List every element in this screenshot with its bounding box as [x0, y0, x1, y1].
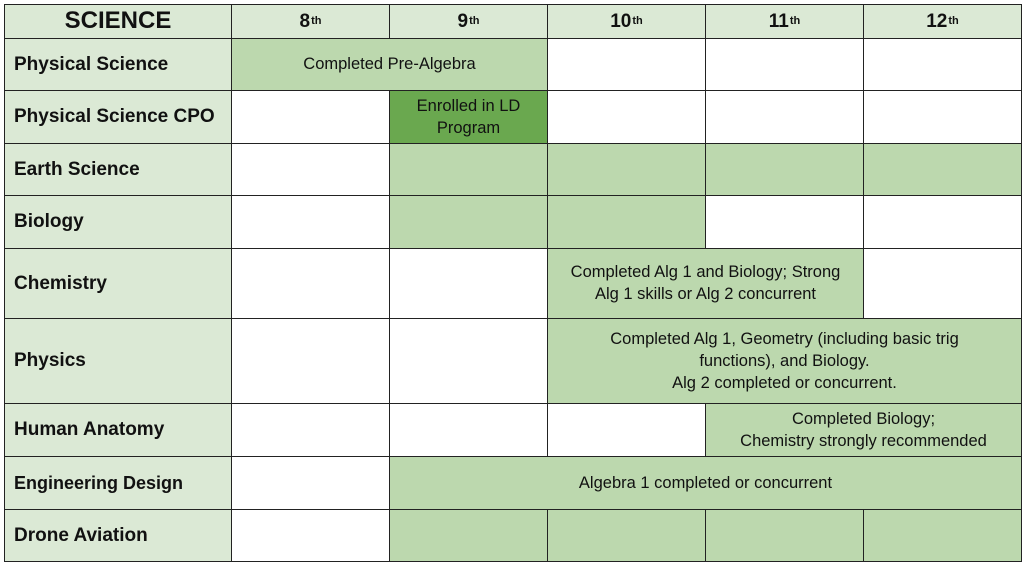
- course-biology: Biology: [5, 196, 232, 249]
- empty-cell: [706, 196, 864, 249]
- empty-cell: [864, 39, 1022, 91]
- empty-cell: [232, 249, 390, 319]
- empty-cell: [548, 39, 706, 91]
- empty-cell: [390, 249, 548, 319]
- grade-9-suffix: th: [469, 15, 480, 28]
- human-anatomy-prereq-line1: Completed Biology;: [791, 409, 936, 428]
- course-physical-science: Physical Science: [5, 39, 232, 91]
- grade-11-header: [706, 5, 864, 39]
- empty-cell: [232, 144, 390, 196]
- empty-cell: [232, 196, 390, 249]
- grade-12-number: 12: [926, 10, 948, 32]
- grade-11-number: 11: [768, 10, 789, 32]
- empty-cell: [706, 39, 864, 91]
- empty-cell: [232, 404, 390, 457]
- course-physics: Physics: [5, 319, 232, 404]
- course-earth-science: Earth Science: [5, 144, 232, 196]
- course-physical-science-cpo: Physical Science CPO: [5, 91, 232, 144]
- physical-science-cpo-prereq: Enrolled in LD Program: [390, 91, 548, 144]
- empty-cell: [548, 404, 706, 457]
- available-cell: [390, 144, 548, 196]
- available-cell: [706, 144, 864, 196]
- human-anatomy-prereq-line2: Chemistry strongly recommended: [740, 432, 987, 450]
- empty-cell: [864, 91, 1022, 144]
- empty-cell: [864, 249, 1022, 319]
- empty-cell: [232, 91, 390, 144]
- empty-cell: [232, 510, 390, 562]
- grade-8-number: 8: [299, 10, 311, 32]
- empty-cell: [390, 319, 548, 404]
- course-chemistry: Chemistry: [5, 249, 232, 319]
- course-engineering-design: Engineering Design: [5, 457, 232, 510]
- grade-11-suffix: th: [789, 15, 801, 28]
- empty-cell: [706, 91, 864, 144]
- grade-9-header: [390, 5, 548, 39]
- grade-12-header: [864, 5, 1022, 39]
- table-title: SCIENCE: [5, 5, 232, 39]
- empty-cell: [548, 91, 706, 144]
- available-cell: [864, 144, 1022, 196]
- empty-cell: [232, 457, 390, 510]
- grade-10-header: [548, 5, 706, 39]
- course-human-anatomy: Human Anatomy: [5, 404, 232, 457]
- empty-cell: [864, 196, 1022, 249]
- science-course-table: [4, 4, 1022, 562]
- available-cell: [548, 144, 706, 196]
- available-cell: [706, 510, 864, 562]
- physical-science-prereq: Completed Pre-Algebra: [232, 39, 548, 91]
- empty-cell: [390, 404, 548, 457]
- available-cell: [548, 196, 706, 249]
- course-drone-aviation: Drone Aviation: [5, 510, 232, 562]
- grade-10-suffix: th: [632, 15, 643, 28]
- grade-9-number: 9: [457, 10, 469, 32]
- grade-8-header: [232, 5, 390, 39]
- engineering-design-prereq: Algebra 1 completed or concurrent: [390, 457, 1022, 510]
- physics-prereq-line1: Completed Alg 1, Geometry (including basic trig functions), and Biology.: [610, 329, 959, 370]
- physics-prereq-line2: Alg 2 completed or concurrent.: [672, 374, 897, 393]
- available-cell: [864, 510, 1022, 562]
- available-cell: [390, 196, 548, 249]
- available-cell: [390, 510, 548, 562]
- grade-8-suffix: th: [311, 15, 322, 28]
- physics-prereq: [548, 319, 1022, 404]
- chemistry-prereq: Completed Alg 1 and Biology; Strong Alg 1 skills or Alg 2 concurrent: [548, 249, 864, 319]
- grade-12-suffix: th: [948, 15, 959, 28]
- empty-cell: [232, 319, 390, 404]
- available-cell: [548, 510, 706, 562]
- grade-10-number: 10: [610, 10, 632, 32]
- human-anatomy-prereq: [706, 404, 1022, 457]
